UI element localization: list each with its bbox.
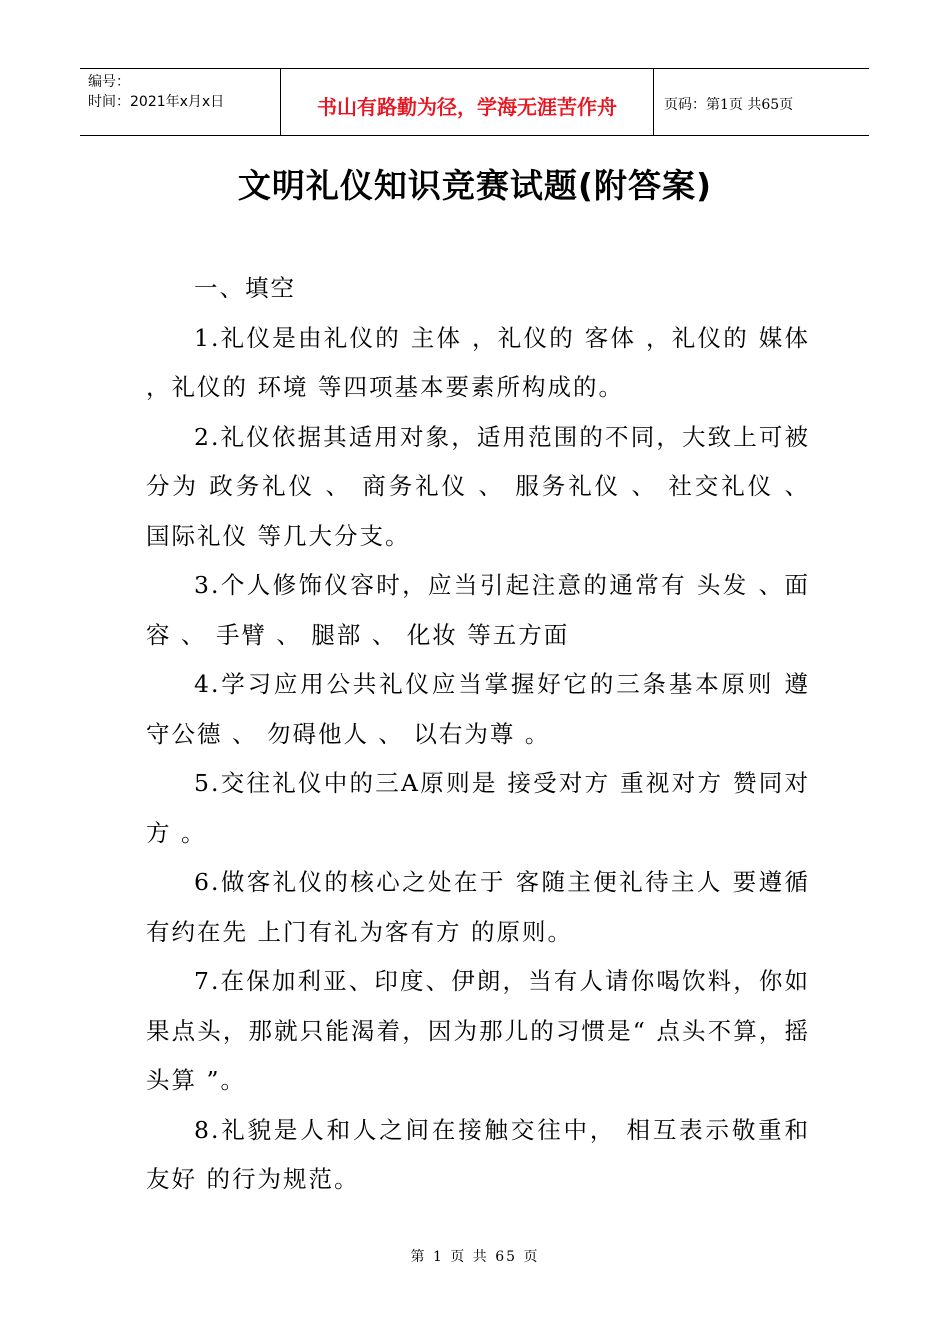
- header-page-info: 页码：第1页 共65页: [664, 97, 794, 113]
- question-paragraph: 6.做客礼仪的核心之处在于 客随主便礼待主人 要遵循 有约在先 上门有礼为客有方 的原则。: [146, 868, 810, 946]
- document-time-label: 时间：2021年x月x日: [88, 94, 225, 110]
- document-number-label: 编号：: [88, 74, 130, 90]
- header-motto: 书山有路勤为径，学海无涯苦作舟: [281, 69, 654, 135]
- question-paragraph: 1.礼仪是由礼仪的 主体 ，礼仪的 客体 ，礼仪的 媒体 ，礼仪的 环境 等四项基本要素所构成的。: [146, 323, 810, 401]
- header-meta-cell: [80, 69, 281, 135]
- question-paragraph: 2.礼仪依据其适用对象，适用范围的不同，大致上可被分为 政务礼仪 、 商务礼仪 、 服务礼仪 、 社交礼仪 、 国际礼仪 等几大分支。: [146, 422, 810, 550]
- question-paragraph: 3.个人修饰仪容时，应当引起注意的通常有 头发 、面容 、 手臂 、 腿部 、 化妆 等五方面: [146, 571, 810, 649]
- page-footer: 第 1 页 共 65 页: [410, 1249, 540, 1265]
- question-paragraph: 4.学习应用公共礼仪应当掌握好它的三条基本原则 遵守公德 、 勿碍他人 、 以右为尊 。: [146, 670, 810, 748]
- question-paragraph: 8.礼貌是人和人之间在接触交往中， 相互表示敬重和友好 的行为规范。: [146, 1115, 810, 1193]
- question-paragraph: 5.交往礼仪中的三A原则是 接受对方 重视对方 赞同对方 。: [146, 769, 810, 847]
- question-paragraph: 7.在保加利亚、印度、伊朗，当有人请你喝饮料，你如果点头，那就只能渴着，因为那儿的习惯是“ 点头不算，摇头算 ”。: [146, 967, 810, 1094]
- document-header: [80, 68, 869, 136]
- document-body: [146, 264, 810, 1205]
- document-title: 文明礼仪知识竞赛试题(附答案): [237, 166, 713, 205]
- section-heading: 一、填空: [194, 274, 296, 302]
